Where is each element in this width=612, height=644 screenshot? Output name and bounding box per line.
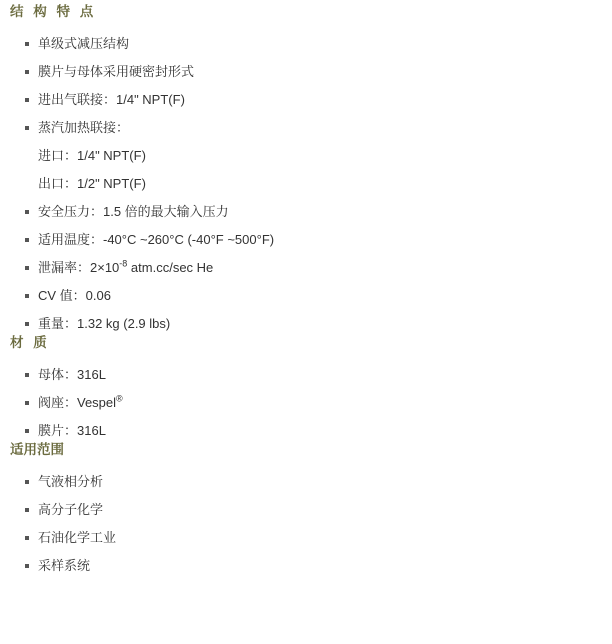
list-item-label: 石油化学工业 [38,530,117,545]
list-item-valve-seat [10,395,602,410]
list-item-label: 蒸汽加热联接： [38,120,130,135]
leak-rate-exponent: -8 [119,258,128,269]
list-item [10,36,602,51]
list-item [10,120,602,135]
valve-seat-label: 阀座：Vespel [38,395,117,410]
list-subitem-label: 进口：1/4" NPT(F) [38,148,146,163]
list-item-label: 进出气联接：1/4" NPT(F) [38,92,185,107]
list-item [10,367,602,382]
list-item-label: 母体：316L [38,367,106,382]
list-item [10,423,602,438]
section-title-structure: 结 构 特 点 [10,4,97,19]
list-item-label: 膜片：316L [38,423,106,438]
structure-feature-list [10,36,602,331]
list-item-label: 气液相分析 [38,474,104,489]
section-title-application: 适用范围 [10,442,64,457]
list-item-label: 安全压力：1.5 倍的最大输入压力 [38,204,229,219]
list-item [10,232,602,247]
list-item [10,92,602,107]
list-item [10,558,602,573]
list-item [10,474,602,489]
leak-rate-unit: atm.cc/sec He [127,260,214,275]
list-item [10,502,602,517]
list-subitem-label: 出口：1/2" NPT(F) [38,176,146,191]
list-item [10,288,602,303]
list-item-label: 适用温度：-40°C ~260°C (-40°F ~500°F) [38,232,275,247]
list-item-label: 高分子化学 [38,502,104,517]
leak-rate-label: 泄漏率：2×10 [38,260,120,275]
material-list [10,367,602,438]
list-item-label: CV 值：0.06 [38,288,111,303]
application-list [10,474,602,573]
list-item-label: 采样系统 [38,558,91,573]
section-title-material: 材 质 [10,335,50,350]
list-item-label: 膜片与母体采用硬密封形式 [38,64,195,79]
registered-trademark-icon: ® [116,393,123,404]
list-item-leak-rate [10,260,602,275]
list-subitem [10,148,602,163]
list-item-label: 重量：1.32 kg (2.9 lbs) [38,316,171,331]
list-item [10,316,602,331]
list-subitem [10,176,602,191]
list-item-label: 单级式减压结构 [38,36,130,51]
list-item [10,64,602,79]
list-item [10,530,602,545]
list-item [10,204,602,219]
